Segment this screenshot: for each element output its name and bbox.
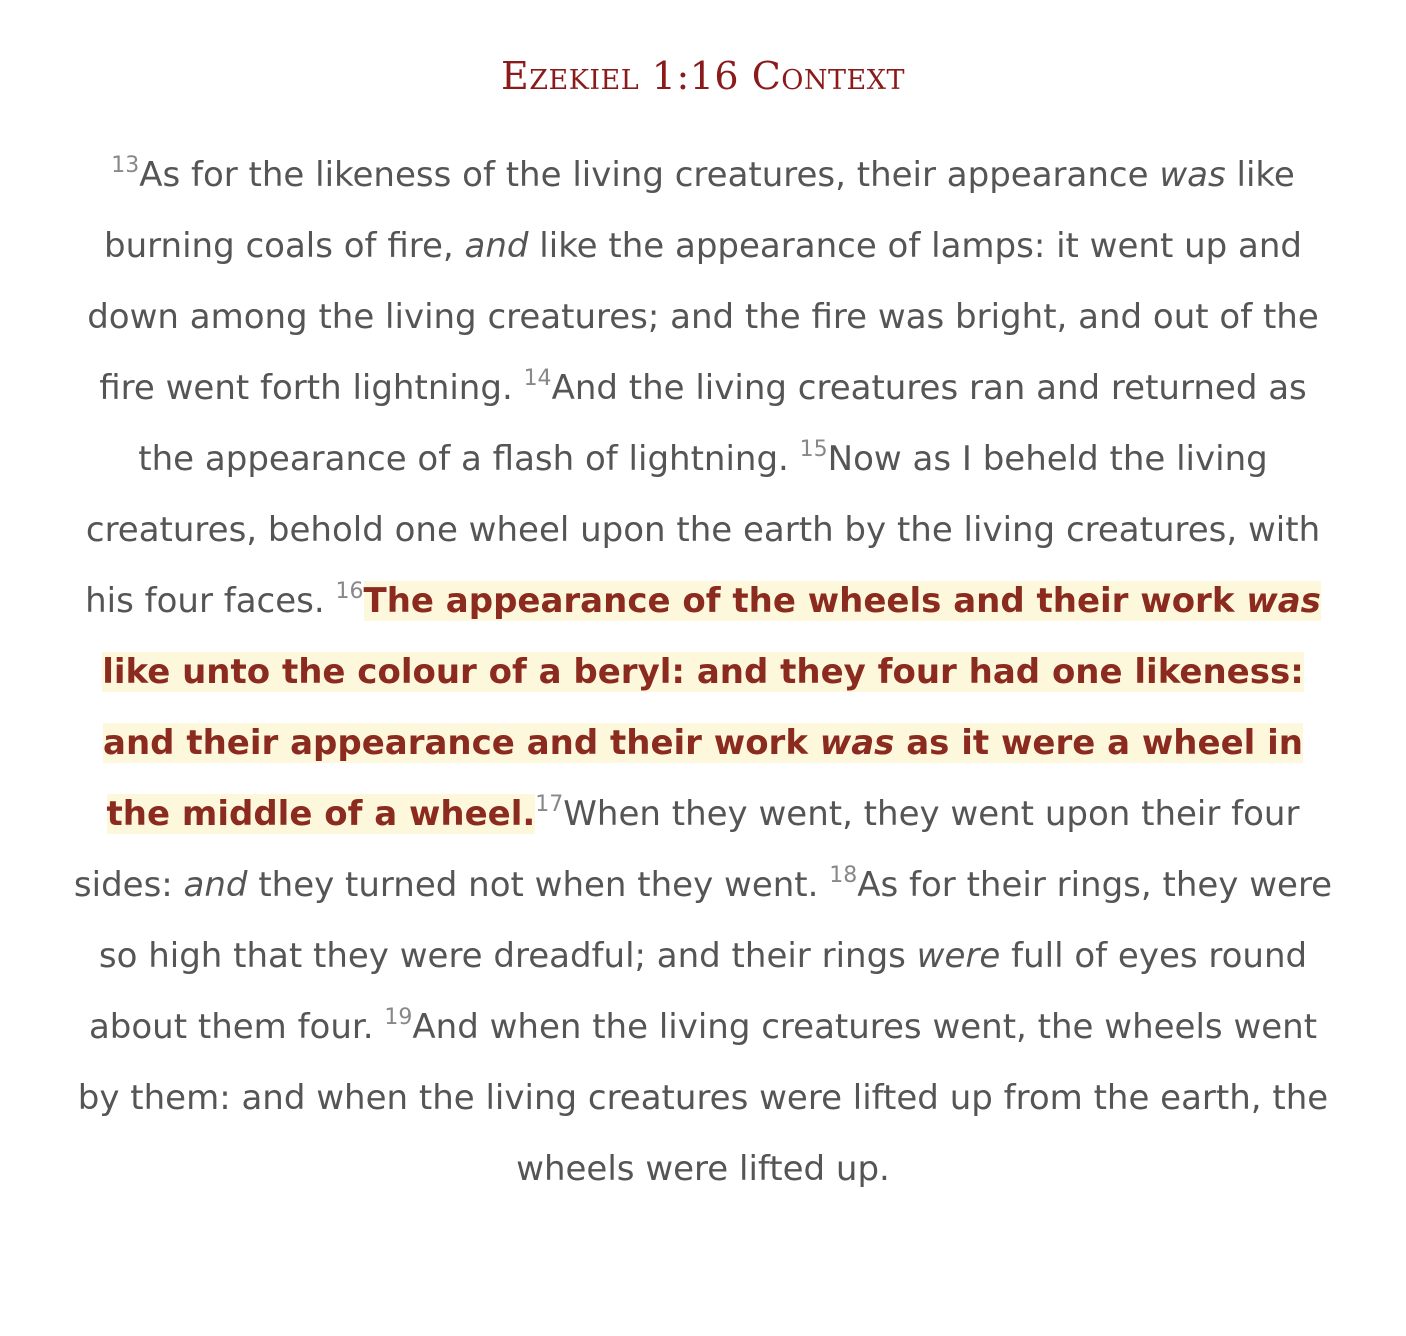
verse-italic: was — [819, 723, 895, 763]
verse-text: Now as I beheld the living creatures, behold one wheel upon the earth by the living creatures, with his four faces. — [85, 439, 1321, 621]
verse-italic: was — [1159, 155, 1226, 195]
verse-text: When they went, they went upon their four sides: — [73, 794, 1300, 905]
page-title: Ezekiel 1:16 Context — [501, 54, 905, 98]
verse-number[interactable]: 17 — [535, 791, 564, 817]
verse-italic: and — [464, 226, 529, 266]
verse-text: they turned not when they went. — [247, 865, 830, 905]
verse-text: The appearance of the wheels and their work — [363, 581, 1247, 621]
verse-number[interactable]: 14 — [523, 365, 552, 391]
verse-text: As for their rings, they were so high that they were dreadful; and their rings — [98, 865, 1333, 976]
verse-text: full of eyes round about them four. — [88, 936, 1308, 1047]
verse-text: like burning coals of fire, — [104, 155, 1295, 266]
verse-number[interactable]: 19 — [384, 1004, 413, 1030]
verse-number[interactable]: 15 — [799, 436, 828, 462]
verse-italic: was — [1246, 581, 1321, 621]
verse-text: And the living creatures ran and returned as the appearance of a flash of lightning. — [138, 368, 1307, 479]
verse-number[interactable]: 18 — [829, 862, 858, 888]
verse-text: like unto the colour of a beryl: and they four had one likeness: and their appearance and their work — [102, 652, 1304, 763]
verse-italic: and — [183, 865, 248, 905]
verse-number[interactable]: 13 — [111, 152, 140, 178]
verse-text: And when the living creatures went, the wheels went by them: and when the living creatures were lifted up from the earth, the wheels were lifted up. — [77, 1007, 1329, 1189]
verse-number[interactable]: 16 — [335, 578, 364, 604]
verse-italic: were — [916, 936, 1001, 976]
verse-text: As for the likeness of the living creatures, their appearance — [139, 155, 1160, 195]
verse-text: like the appearance of lamps: it went up and down among the living creatures; and the fire was bright, and out of the fire went forth lightning. — [87, 226, 1319, 408]
verse-text: as it were a wheel in the middle of a wheel. — [106, 723, 1303, 834]
passage — [73, 140, 1333, 1205]
